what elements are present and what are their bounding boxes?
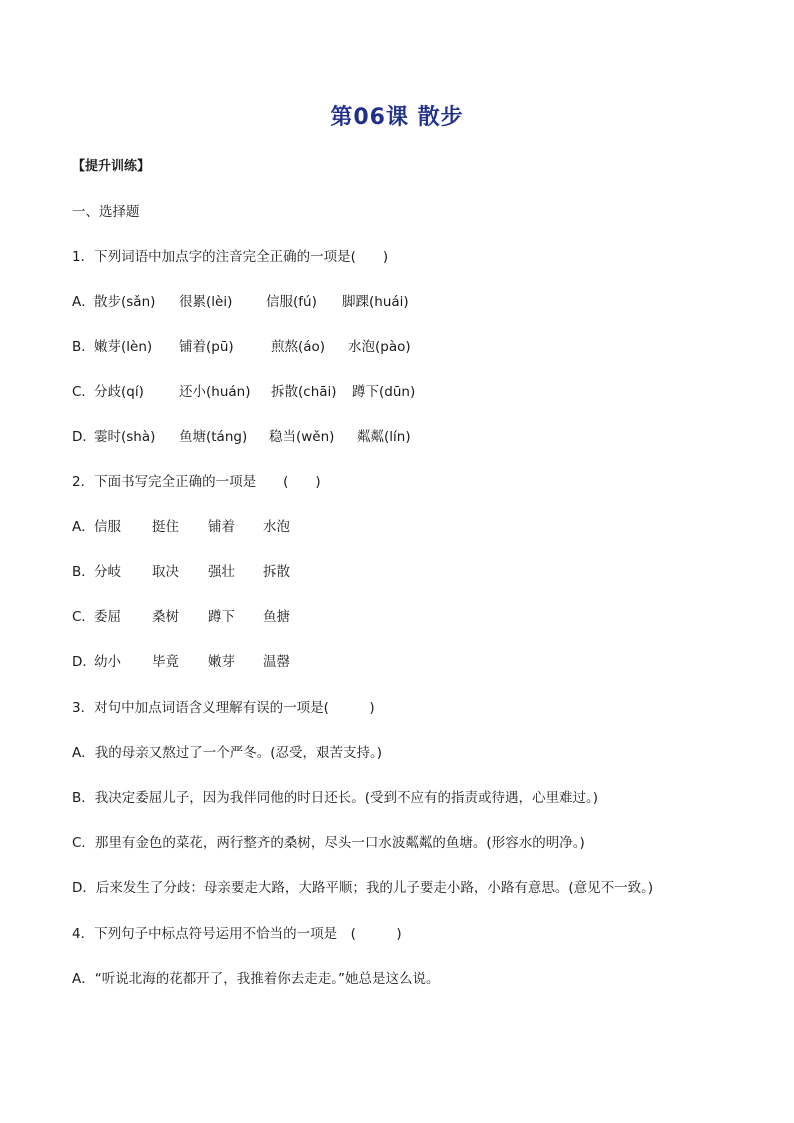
option-item: 拆散 (263, 564, 290, 580)
section-heading: 【提升训练】 (72, 159, 151, 174)
option-label: B． (72, 564, 95, 580)
q2-option-a (72, 518, 722, 536)
option-item: 嫩芽(lèn) (94, 339, 153, 355)
option-item: 蹲下(dūn) (352, 384, 416, 400)
option-label: C． (72, 609, 95, 625)
option-label: D． (72, 429, 96, 445)
q2-option-c (72, 608, 722, 626)
option-item: 铺着 (208, 519, 235, 535)
option-item: 水泡(pào) (348, 339, 411, 355)
option-item: 强壮 (208, 564, 235, 580)
option-label: C． (72, 384, 95, 400)
q1-option-b (72, 338, 722, 356)
option-item: 信服(fú) (266, 294, 317, 310)
q3-option-a: A．我的母亲又熬过了一个严冬。(忍受，艰苦支持。) (72, 745, 383, 761)
option-item: 鱼搪 (263, 609, 290, 625)
q3-option-b: B．我决定委屈儿子，因为我伴同他的时日还长。(受到不应有的指责或待遇，心里难过。) (72, 790, 599, 806)
option-label: A． (72, 519, 95, 535)
q1-stem: 1．下列词语中加点字的注音完全正确的一项是( ) (72, 249, 389, 265)
option-item: 蹲下 (208, 609, 235, 625)
q1-option-c (72, 383, 722, 401)
option-item: 水泡 (263, 519, 290, 535)
q3-option-c: C．那里有金色的菜花，两行整齐的桑树，尽头一口水波粼粼的鱼塘。(形容水的明净。) (72, 835, 585, 851)
q2-option-b (72, 563, 722, 581)
option-item: 粼粼(lín) (357, 429, 411, 445)
option-item: 委屈 (94, 609, 121, 625)
option-item: 毕竟 (152, 654, 179, 670)
option-item: 幼小 (94, 654, 121, 670)
option-item: 分岐 (94, 564, 121, 580)
option-item: 桑树 (152, 609, 179, 625)
option-item: 铺着(pū) (179, 339, 234, 355)
option-item: 嫩芽 (208, 654, 235, 670)
option-item: 散步(sǎn) (94, 294, 156, 310)
q3-stem: 3．对句中加点词语含义理解有误的一项是( ) (72, 700, 375, 716)
part-heading: 一、选择题 (72, 204, 140, 220)
option-item: 煎熬(áo) (271, 339, 326, 355)
option-item: 很累(lèi) (179, 294, 233, 310)
option-item: 信服 (94, 519, 121, 535)
q1-option-a (72, 293, 722, 311)
q1-option-d (72, 428, 722, 446)
option-label: A． (72, 294, 95, 310)
option-item: 还小(huán) (179, 384, 251, 400)
option-item: 取决 (152, 564, 179, 580)
option-item: 鱼塘(táng) (179, 429, 248, 445)
page-title: 第06课 散步 (330, 105, 464, 130)
option-item: 霎时(shà) (94, 429, 156, 445)
option-label: D． (72, 654, 96, 670)
q2-stem: 2．下面书写完全正确的一项是 ( ) (72, 474, 321, 490)
q2-option-d (72, 653, 722, 671)
q4-stem: 4．下列句子中标点符号运用不恰当的一项是 ( ) (72, 926, 402, 942)
option-item: 挺住 (152, 519, 179, 535)
option-item: 脚踝(huái) (342, 294, 409, 310)
q3-option-d: D．后来发生了分歧：母亲要走大路，大路平顺；我的儿子要走小路，小路有意思。(意见不一致。) (72, 880, 654, 896)
option-item: 分歧(qí) (94, 384, 144, 400)
option-item: 稳当(wěn) (269, 429, 335, 445)
option-item: 拆散(chāi) (271, 384, 337, 400)
option-item: 温罄 (263, 654, 290, 670)
q4-option-a: A．“听说北海的花都开了，我推着你去走走。”她总是这么说。 (72, 971, 440, 987)
option-label: B． (72, 339, 95, 355)
